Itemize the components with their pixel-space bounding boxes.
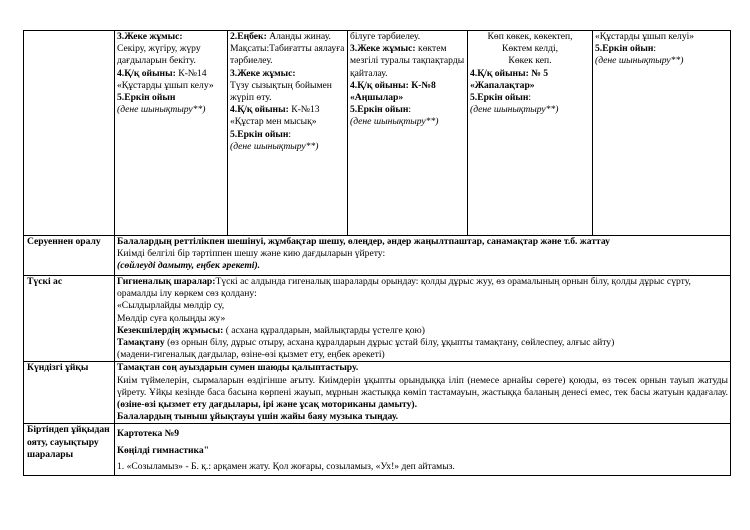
content-text: Киім түймелерін, сырмаларын өздігінше ағыту. Киімдерін ұқыпты орындыққа іліп (немесе арнайы сөреге) қоюды, өз төсек орнын тауып жатуды үйрету. Ұйқы кезінде баса басына көрпені жауып, мұрнын жастыққа көміп тастамауын, жастыққа баланың денесі емес, тек басы жатуын қадағалау. (117, 374, 728, 398)
game-heading: 4.Қ/қ ойыны: (350, 79, 409, 91)
row-content (115, 236, 731, 276)
free-play-colon: : (653, 43, 657, 55)
music-note: Балалардың тыныш ұйықтауы үшін жайы баяу музыка тыңдау. (117, 411, 399, 423)
return-from-walk-row (24, 236, 731, 276)
row-label: Серуеннен оралу (24, 236, 115, 276)
empty-label-cell (24, 31, 115, 236)
free-play-note: (дене шынықтыру**) (470, 104, 559, 116)
skills-note: (мәдени-гигеналық дағдылар, өзіне-өзі қызмет ету, еңбек әрекеті) (117, 349, 385, 361)
schedule-table (23, 30, 731, 476)
game-heading: 4.Қ/қ ойыны: (230, 104, 289, 116)
eating-paragraph (117, 337, 728, 349)
free-play-colon: : (288, 128, 292, 140)
continued-text: білуге тәрбиелеу. (350, 31, 421, 42)
activity-column-3 (348, 31, 468, 236)
individual-work-heading: 3.Жеке жұмыс: (350, 43, 416, 55)
content-note: (өзіне-өзі қызмет ету дағдылары, ірі және ұсақ моториканы дамыту). (117, 399, 417, 411)
labor-goal: Мақсаты:Табиғатты аялауға тәрбиелеу. (230, 43, 345, 67)
free-play-heading: 5.Еркін ойын (230, 128, 289, 140)
game-title: «Құстарды ұшып келу» (117, 79, 214, 91)
duty-paragraph (117, 325, 728, 337)
row-content (115, 276, 731, 362)
free-play-heading: 5.Еркін ойын (117, 92, 176, 104)
activities-row (24, 31, 731, 236)
game-title: «Құстарды ұшып келуі» (595, 31, 695, 42)
individual-work-text: Секіру, жүгіру, жүру дағдыларын бекіту. (117, 43, 201, 67)
game-card-number: № 5 (531, 67, 549, 79)
individual-work-text: көктем мезгілі туралы тақпақтарды қайталау. (350, 43, 465, 79)
hygiene-heading: Гигиеналық шаралар: (117, 276, 216, 287)
exercise-text: 1. «Созыламыз» - Б. қ.: арқамен жату. Қол жоғары, созыламыз, «Ух!» деп айтамыз. (117, 460, 455, 472)
row-content (115, 362, 731, 424)
card-file-heading: Картотека №9 (117, 428, 180, 440)
activity-column-5 (593, 31, 731, 236)
wake-up-row (24, 424, 731, 476)
individual-work-heading: 3.Жеке жұмыс: (230, 67, 296, 79)
free-play-note: (дене шынықтыру**) (117, 104, 206, 116)
duty-text: ( асхана құралдарын, майлықтарды үстелге қою) (225, 324, 425, 336)
row-label: Біртіндеп ұйқыдан ояту, сауықтыру шаралары (24, 424, 115, 476)
lunch-row (24, 276, 731, 362)
poem-line-1: «Сылдырлайды мөлдір су, (117, 300, 225, 312)
poem-line-2: Мөлдір суға қолыңды жу» (117, 312, 226, 324)
game-card-number: К-№8 (411, 79, 436, 91)
individual-work-text: Түзу сызықтың бойымен жүріп өту. (230, 79, 332, 104)
hygiene-paragraph (117, 276, 728, 300)
activity-column-4 (468, 31, 593, 236)
free-play-colon: : (408, 104, 412, 116)
row-content (115, 424, 731, 476)
content-heading: Балалардың реттілікпен шешінуі, жұмбақтар шешу, өлеңдер, әндер жаңылтпаштар, санамақтар және т.б. жаттау (117, 236, 610, 247)
hygiene-text: Түскі ас алдында гигеналық шараларды орындау: қолды дұрыс жуу, өз орамалының орнын білу, қолды дұрыс сүрту, орамалды ілу көркем сөз қолдану: (117, 276, 691, 300)
activity-column-1 (115, 31, 228, 236)
poem-line-2: Көктем келді, (501, 43, 559, 55)
free-play-heading: 5.Еркін ойын (350, 104, 409, 116)
content-text: Киімді белгілі бір тәртіппен шешу және кию дағдыларын үйрету: (117, 248, 386, 260)
row-label: Түскі ас (24, 276, 115, 362)
eating-text: (өз орнын білу, дұрыс отыру, асхана құралдарын дұрыс ұстай білу, ұқыпты тамақтану, сөйлеспеу, алғыс айту) (167, 337, 615, 349)
activity-column-2 (228, 31, 348, 236)
free-play-note: (дене шынықтыру**) (230, 140, 319, 152)
game-title: «Жапалақтар» (470, 79, 535, 91)
individual-work-heading: 3.Жеке жұмыс: (117, 31, 183, 42)
labor-text: Аланды жинау. (269, 31, 331, 42)
free-play-note: (дене шынықтыру**) (595, 55, 684, 67)
game-title: «Аңшылар» (350, 92, 404, 104)
gymnastics-heading: Көңілді гимнастика" (117, 444, 209, 456)
content-note: (сөйлеуді дамыту, еңбек әрекеті). (117, 260, 261, 272)
game-heading-line (350, 80, 465, 92)
game-heading: 4.Қ/қ ойыны: (117, 67, 176, 79)
game-heading: 4.Қ/қ ойыны: (470, 67, 529, 79)
free-play-heading: 5.Еркін ойын (595, 43, 654, 55)
free-play-note: (дене шынықтыру**) (350, 116, 439, 128)
poem-line-1: Көп көкек, көкектеп, (487, 31, 573, 42)
free-play-heading: 5.Еркін ойын (470, 92, 529, 104)
duty-heading: Кезекшілердің жұмысы: (117, 324, 224, 336)
poem-line-3: Көкек кеп. (508, 55, 552, 67)
game-heading-line (470, 68, 590, 80)
eating-heading: Тамақтану (117, 337, 165, 349)
game-card-number: К-№14 (178, 67, 207, 79)
game-card-number: К-№13 (291, 104, 320, 116)
content-heading: Тамақтан соң ауыздарын сумен шаюды қалыптастыру. (117, 362, 359, 374)
labor-heading: 2.Еңбек: (230, 31, 267, 42)
nap-row (24, 362, 731, 424)
free-play-colon: : (528, 92, 532, 104)
row-label: Күндізгі ұйқы (24, 362, 115, 424)
game-title: «Құстар мен мысық» (230, 116, 317, 128)
